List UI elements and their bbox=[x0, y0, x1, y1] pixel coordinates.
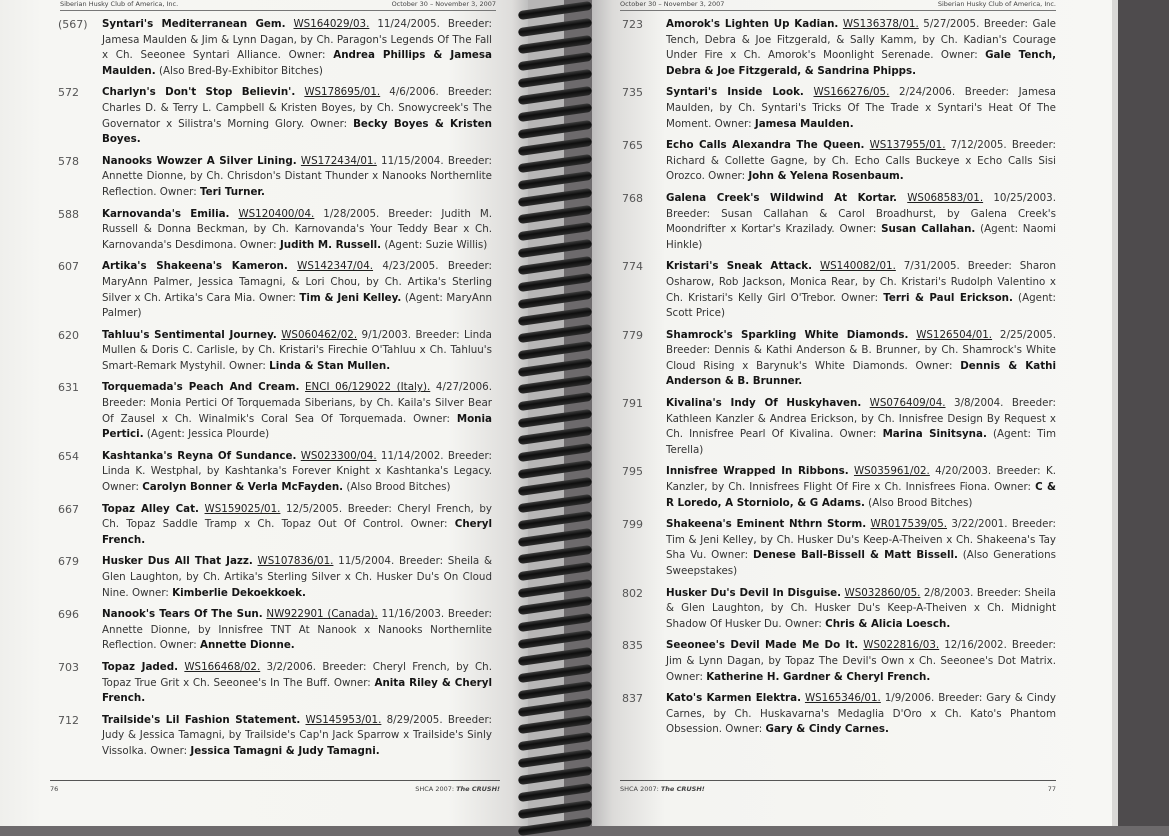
catalog-entry bbox=[58, 380, 492, 442]
owner-name: Kimberlie Dekoekkoek. bbox=[172, 586, 306, 599]
entry-details: 4/23/2005. Breeder: MaryAnn Palmer, Jessica Tamagni, & Lori Chou, by Ch. Artika's Sterling Silver x Ch. Artika's Cara Mia. Owner: bbox=[102, 260, 492, 304]
registration-number: WS166468/02. bbox=[184, 660, 261, 673]
entry-text bbox=[666, 85, 1056, 132]
entry-text bbox=[102, 713, 492, 760]
entry-details: 3/8/2004. Breeder: Kathleen Kanzler & Andrea Erickson, by Ch. Innisfree Design By Request x Ch. Innisfree Pearl Of Kivalina. Owner: bbox=[666, 397, 1056, 441]
owner-name: Anita Riley & Cheryl French. bbox=[102, 676, 493, 705]
dog-name: Amorok's Lighten Up Kadian. bbox=[666, 18, 839, 30]
dog-name: Topaz Alley Cat. bbox=[102, 502, 199, 515]
entry-details: 11/5/2004. Breeder: Sheila & Glen Laughton, by Ch. Artika's Sterling Silver x Ch. Husker Du's On Cloud Nine. Owner: bbox=[102, 555, 492, 599]
catalog-entry bbox=[58, 328, 492, 375]
owner-name: John & Yelena Rosenbaum. bbox=[748, 170, 904, 183]
entry-text bbox=[102, 259, 492, 321]
entry-details: 7/31/2005. Breeder: Sharon Osharow, Rob Jackson, Monica Rear, by Ch. Kristari's Rudolph Valentino x Ch. Kristari's Kelly Girl O'Trebor. Owner: bbox=[666, 260, 1056, 304]
owner-name: Terri & Paul Erickson. bbox=[883, 291, 1013, 304]
catalog-entry bbox=[58, 259, 492, 321]
dog-name: Nanooks Wowzer A Silver Lining. bbox=[102, 154, 297, 167]
owner-name: Gale Tench, Debra & Joe Fitzgerald, & Sandrina Phipps. bbox=[666, 49, 1056, 77]
registration-number: NW922901 (Canada). bbox=[266, 608, 378, 621]
entry-text bbox=[666, 17, 1056, 79]
right-head-club: Siberian Husky Club of America, Inc. bbox=[937, 0, 1056, 8]
dog-name: Topaz Jaded. bbox=[102, 660, 179, 673]
left-head-dates: October 30 – November 3, 2007 bbox=[391, 0, 496, 8]
catalog-entry bbox=[58, 17, 492, 79]
registration-number: WS159025/01. bbox=[204, 502, 281, 515]
entry-number: 696 bbox=[58, 608, 79, 622]
dog-name: Echo Calls Alexandra The Queen. bbox=[666, 139, 865, 152]
catalog-entry bbox=[622, 259, 1056, 321]
owner-name: Monia Pertici. bbox=[102, 412, 492, 441]
right-head-dates: October 30 – November 3, 2007 bbox=[620, 0, 725, 8]
owner-name: Katherine H. Gardner & Cheryl French. bbox=[706, 670, 931, 683]
left-page-number: 76 bbox=[50, 785, 59, 793]
left-footer-title bbox=[415, 785, 500, 793]
dog-name: Kashtanka's Reyna Of Sundance. bbox=[102, 449, 297, 462]
entry-note: (Agent: Naomi Hinkle) bbox=[666, 223, 1057, 251]
registration-number: WR017539/05. bbox=[870, 518, 948, 531]
entry-number: 837 bbox=[622, 692, 643, 706]
entry-number: 679 bbox=[58, 555, 79, 569]
owner-name: Marina Sinitsyna. bbox=[882, 428, 987, 441]
right-footer-title bbox=[620, 785, 705, 793]
left-head-club: Siberian Husky Club of America, Inc. bbox=[60, 0, 179, 8]
entry-number: 791 bbox=[622, 397, 643, 411]
registration-number: WS178695/01. bbox=[304, 86, 381, 99]
left-running-head bbox=[60, 0, 496, 11]
dog-name: Syntari's Inside Look. bbox=[666, 86, 804, 99]
entry-details: 10/25/2003. Breeder: Susan Callahan & Carol Broadhurst, by Galena Creek's Moondrifter x Kortar's Krazilady. Owner: bbox=[666, 191, 1056, 236]
right-entry-list bbox=[622, 17, 1056, 744]
entry-number: 795 bbox=[622, 465, 643, 479]
catalog-entry bbox=[58, 502, 492, 549]
registration-number: WS145953/01. bbox=[305, 713, 382, 726]
entry-note: (Also Brood Bitches) bbox=[346, 481, 451, 494]
entry-note: (Also Brood Bitches) bbox=[868, 496, 973, 509]
catalog-entry bbox=[58, 713, 492, 760]
entry-text bbox=[102, 17, 492, 79]
dog-name: Torquemada's Peach And Cream. bbox=[102, 381, 300, 394]
dog-name: Karnovanda's Emilia. bbox=[102, 207, 230, 220]
catalog-entry bbox=[58, 207, 492, 254]
entry-text bbox=[666, 464, 1056, 511]
entry-text bbox=[666, 586, 1056, 633]
entry-details: 11/14/2002. Breeder: Linda K. Westphal, by Kashtanka's Forever Knight x Kashtanka's Legacy. Owner: bbox=[102, 449, 492, 494]
entry-text bbox=[102, 85, 492, 147]
registration-number: WS076409/04. bbox=[869, 397, 946, 410]
entry-details: 3/22/2001. Breeder: Tim & Jeni Kelley, by Ch. Husker Du's Keep-A-Theiven x Ch. Shakeena's Tay Sha Vu. Owner: bbox=[666, 518, 1057, 562]
entry-text bbox=[666, 691, 1056, 738]
catalog-entry bbox=[622, 638, 1056, 685]
registration-number: WS140082/01. bbox=[819, 260, 896, 273]
owner-name: Cheryl French. bbox=[102, 518, 492, 546]
entry-details: 11/15/2004. Breeder: Annette Dionne, by Ch. Chrisdon's Distant Thunder x Nanooks Northernlite Reflection. Owner: bbox=[102, 154, 493, 198]
entry-number: 572 bbox=[58, 86, 79, 100]
entry-details: 1/28/2005. Breeder: Judith M. Russell & Donna Beckman, by Ch. Karnovanda's Your Teddy Bear x Ch. Karnovanda's Desdimona. Owner: bbox=[102, 207, 492, 251]
catalog-entry bbox=[58, 154, 492, 201]
entry-details: 2/24/2006. Breeder: Jamesa Maulden, by Ch. Syntari's Tricks Of The Trade x Syntari's Heat Of The Moment. Owner: bbox=[666, 86, 1056, 130]
registration-number: WS068583/01. bbox=[907, 191, 984, 204]
owner-name: Linda & Stan Mullen. bbox=[269, 359, 391, 372]
entry-text bbox=[102, 502, 492, 549]
dog-name: Seeonee's Devil Made Me Do It. bbox=[666, 639, 859, 652]
catalog-entry bbox=[58, 449, 492, 496]
entry-number: 835 bbox=[622, 639, 643, 653]
right-page bbox=[592, 0, 1112, 826]
entry-details: 7/12/2005. Breeder: Richard & Collette Gagne, by Ch. Echo Calls Buckeye x Echo Calls Sisi Orozco. Owner: bbox=[666, 139, 1056, 183]
entry-text bbox=[666, 138, 1056, 185]
dog-name: Artika's Shakeena's Kameron. bbox=[102, 260, 288, 273]
entry-details: 2/8/2003. Breeder: Sheila & Glen Laughton, by Ch. Husker Du's Keep-A-Theiven x Ch. Midnight Shadow Of Husker Du. Owner: bbox=[666, 586, 1056, 630]
dog-name: Innisfree Wrapped In Ribbons. bbox=[666, 465, 849, 478]
registration-number: WS107836/01. bbox=[257, 555, 334, 568]
entry-details: 11/16/2003. Breeder: Annette Dionne, by Innisfree TNT At Nanook x Nanooks Northernlite Reflection. Owner: bbox=[102, 608, 493, 652]
entry-details: 4/27/2006. Breeder: Monia Pertici Of Torquemada Siberians, by Ch. Kaila's Silver Bear Of Zausel x Ch. Winalmik's Coral Sea Of Torquemada. Owner: bbox=[102, 381, 492, 425]
owner-name: Jessica Tamagni & Judy Tamagni. bbox=[190, 744, 380, 757]
entry-number: 723 bbox=[622, 18, 643, 31]
entry-details: 12/5/2005. Breeder: Cheryl French, by Ch. Topaz Saddle Tramp x Ch. Topaz Out Of Control. Owner: bbox=[102, 502, 493, 531]
owner-name: Annette Dionne. bbox=[199, 639, 295, 652]
dog-name: Shamrock's Sparkling White Diamonds. bbox=[666, 328, 909, 341]
entry-note: (Agent: Jessica Plourde) bbox=[146, 428, 270, 441]
entry-number: 802 bbox=[622, 586, 643, 600]
entry-details: 11/24/2005. Breeder: Jamesa Maulden & Jim & Lynn Dagan, by Ch. Paragon's Legends Of The Fall x Ch. Seeonee Syntari Alliance. Owner: bbox=[102, 18, 493, 62]
owner-name: Susan Callahan. bbox=[881, 223, 976, 236]
catalog-entry bbox=[622, 85, 1056, 132]
registration-number: WS032860/05. bbox=[844, 586, 921, 599]
entry-number: 765 bbox=[622, 139, 643, 153]
dog-name: Kristari's Sneak Attack. bbox=[666, 260, 813, 273]
right-page-number: 77 bbox=[1047, 785, 1056, 793]
entry-text bbox=[102, 449, 492, 496]
owner-name: Dennis & Kathi Anderson & B. Brunner. bbox=[666, 359, 1056, 388]
right-footer-label: SHCA 2007: bbox=[620, 785, 659, 793]
catalog-entry bbox=[622, 464, 1056, 511]
entry-number: 779 bbox=[622, 328, 643, 342]
owner-name: Chris & Alicia Loesch. bbox=[825, 617, 951, 630]
entry-details: 8/29/2005. Breeder: Judy & Jessica Tamagni, by Trailside's Cap'n Jack Sparrow x Trailside's Sinly Vissolka. Owner: bbox=[102, 713, 492, 757]
owner-name: Judith M. Russell. bbox=[279, 238, 382, 251]
entry-note: (Agent: MaryAnn Palmer) bbox=[102, 291, 492, 320]
background-edge bbox=[1112, 0, 1169, 826]
registration-number: WS023300/04. bbox=[300, 449, 377, 462]
registration-number: WS142347/04. bbox=[297, 260, 374, 273]
catalog-entry bbox=[58, 660, 492, 707]
entry-details: 4/6/2006. Breeder: Charles D. & Terry L. Campbell & Kristen Boyes, by Ch. Snowycreek's The Governator x Silistra's Morning Glory. Owner: bbox=[102, 86, 492, 130]
entry-text bbox=[102, 154, 492, 201]
entry-text bbox=[666, 638, 1056, 685]
owner-name: Andrea Phillips & Jamesa Maulden. bbox=[102, 49, 492, 77]
owner-name: Denese Ball-Bissell & Matt Bissell. bbox=[752, 549, 958, 562]
catalog-entry bbox=[622, 586, 1056, 633]
entry-text bbox=[102, 380, 492, 442]
entry-details: 12/16/2002. Breeder: Jim & Lynn Dagan, by Topaz The Devil's Own x Ch. Seeonee's Dot Matrix. Owner: bbox=[666, 639, 1057, 683]
entry-number: 799 bbox=[622, 518, 643, 532]
entry-number: 607 bbox=[58, 260, 79, 274]
registration-number: WS060462/02. bbox=[281, 328, 358, 341]
dog-name: Syntari's Mediterranean Gem. bbox=[102, 18, 286, 30]
entry-note: (Agent: Tim Terella) bbox=[666, 428, 1056, 456]
left-footer-crush: The CRUSH! bbox=[456, 785, 500, 793]
registration-number: WS166276/05. bbox=[813, 86, 890, 99]
registration-number: ENCI 06/129022 (Italy). bbox=[305, 381, 431, 394]
entry-number: 620 bbox=[58, 328, 79, 342]
catalog-entry bbox=[622, 517, 1056, 579]
registration-number: WS164029/03. bbox=[293, 18, 370, 30]
dog-name: Nanook's Tears Of The Sun. bbox=[102, 608, 263, 621]
dog-name: Galena Creek's Wildwind At Kortar. bbox=[666, 191, 897, 204]
catalog-entry bbox=[58, 554, 492, 601]
entry-text bbox=[666, 396, 1056, 458]
entry-text bbox=[102, 554, 492, 601]
owner-name: Jamesa Maulden. bbox=[754, 117, 854, 130]
entry-details: 4/20/2003. Breeder: K. Kanzler, by Ch. Innisfrees Flight Of Fire x Ch. Innisfrees Fiona. Owner: bbox=[666, 465, 1056, 494]
entry-text bbox=[666, 191, 1056, 253]
catalog-entry bbox=[622, 138, 1056, 185]
left-footer-label: SHCA 2007: bbox=[415, 785, 455, 793]
registration-number: WS022816/03. bbox=[863, 639, 940, 652]
entry-details: 3/2/2006. Breeder: Cheryl French, by Ch. Topaz True Grit x Ch. Seeonee's In The Buff. Owner: bbox=[102, 660, 492, 689]
owner-name: Carolyn Bonner & Verla McFayden. bbox=[142, 481, 344, 494]
entry-note: (Agent: Scott Price) bbox=[666, 291, 1057, 320]
entry-details: 9/1/2003. Breeder: Linda Mullen & Doris C. Carlisle, by Ch. Kristari's Firechie O'Tahluu x Ch. Tahluu's Smart-Remark Mystyhil. Owner: bbox=[102, 328, 492, 372]
entry-number: 703 bbox=[58, 660, 79, 674]
entry-text bbox=[102, 207, 492, 254]
catalog-entry bbox=[622, 328, 1056, 390]
entry-details: 5/27/2005. Breeder: Gale Tench, Debra & Joe Fitzgerald, & Sally Kamm, by Ch. Kadian's Courage Under Fire x Ch. Amorok's Moonlight Serenade. Owner: bbox=[666, 18, 1057, 62]
owner-name: Becky Boyes & Kristen Boyes. bbox=[102, 117, 493, 146]
registration-number: WS035961/02. bbox=[853, 465, 930, 478]
registration-number: WS126504/01. bbox=[916, 328, 993, 341]
catalog-entry bbox=[58, 607, 492, 654]
entry-note: (Agent: Suzie Willis) bbox=[384, 238, 488, 251]
entry-text bbox=[666, 328, 1056, 390]
entry-number: 768 bbox=[622, 191, 643, 205]
right-running-head bbox=[620, 0, 1056, 11]
entry-number: 712 bbox=[58, 713, 79, 727]
owner-name: Gary & Cindy Carnes. bbox=[765, 723, 889, 736]
dog-name: Husker Dus All That Jazz. bbox=[102, 555, 253, 568]
dog-name: Shakeena's Eminent Nthrn Storm. bbox=[666, 518, 867, 531]
catalog-entry bbox=[622, 691, 1056, 738]
owner-name: Teri Turner. bbox=[199, 185, 265, 198]
dog-name: Tahluu's Sentimental Journey. bbox=[102, 328, 277, 341]
left-page bbox=[0, 0, 528, 826]
catalog-entry bbox=[58, 85, 492, 147]
entry-number: 588 bbox=[58, 207, 79, 221]
entry-number: (567) bbox=[58, 18, 88, 31]
catalog-entry bbox=[622, 17, 1056, 79]
catalog-entry bbox=[622, 191, 1056, 253]
entry-details: 2/25/2005. Breeder: Dennis & Kathi Anderson & B. Brunner, by Ch. Shamrock's White Cloud Rising x Barynuk's White Diamonds. Owner: bbox=[666, 328, 1056, 372]
left-footer bbox=[50, 780, 500, 795]
entry-number: 578 bbox=[58, 154, 79, 168]
entry-number: 654 bbox=[58, 449, 79, 463]
left-entry-list bbox=[58, 17, 492, 766]
owner-name: C & R Loredo, A Storniolo, & G Adams. bbox=[666, 481, 1056, 509]
entry-text bbox=[102, 660, 492, 707]
entry-note: (Also Generations Sweepstakes) bbox=[666, 549, 1056, 577]
entry-text bbox=[666, 259, 1056, 321]
right-footer-crush: The CRUSH! bbox=[660, 785, 705, 793]
registration-number: WS172434/01. bbox=[300, 154, 377, 167]
entry-number: 631 bbox=[58, 381, 79, 395]
dog-name: Kato's Karmen Elektra. bbox=[666, 692, 801, 705]
right-footer bbox=[620, 780, 1056, 795]
owner-name: Tim & Jeni Kelley. bbox=[299, 291, 402, 304]
dog-name: Charlyn's Don't Stop Believin'. bbox=[102, 86, 296, 99]
spiral-binding bbox=[500, 0, 595, 826]
catalog-entry bbox=[622, 396, 1056, 458]
entry-text bbox=[666, 517, 1056, 579]
entry-details: 1/9/2006. Breeder: Gary & Cindy Carnes, by Ch. Huskavarna's Medaglia D'Oro x Ch. Kato's Phantom Obsession. Owner: bbox=[666, 692, 1056, 736]
dog-name: Husker Du's Devil In Disguise. bbox=[666, 586, 842, 599]
dog-name: Trailside's Lil Fashion Statement. bbox=[102, 713, 301, 726]
registration-number: WS136378/01. bbox=[842, 18, 919, 30]
registration-number: WS137955/01. bbox=[869, 139, 946, 152]
entry-text bbox=[102, 328, 492, 375]
entry-note: (Also Bred-By-Exhibitor Bitches) bbox=[158, 64, 323, 77]
dog-name: Kivalina's Indy Of Huskyhaven. bbox=[666, 397, 862, 410]
entry-number: 667 bbox=[58, 502, 79, 516]
registration-number: WS120400/04. bbox=[238, 207, 315, 220]
entry-number: 735 bbox=[622, 86, 643, 100]
entry-number: 774 bbox=[622, 260, 643, 274]
registration-number: WS165346/01. bbox=[804, 692, 881, 705]
entry-text bbox=[102, 607, 492, 654]
